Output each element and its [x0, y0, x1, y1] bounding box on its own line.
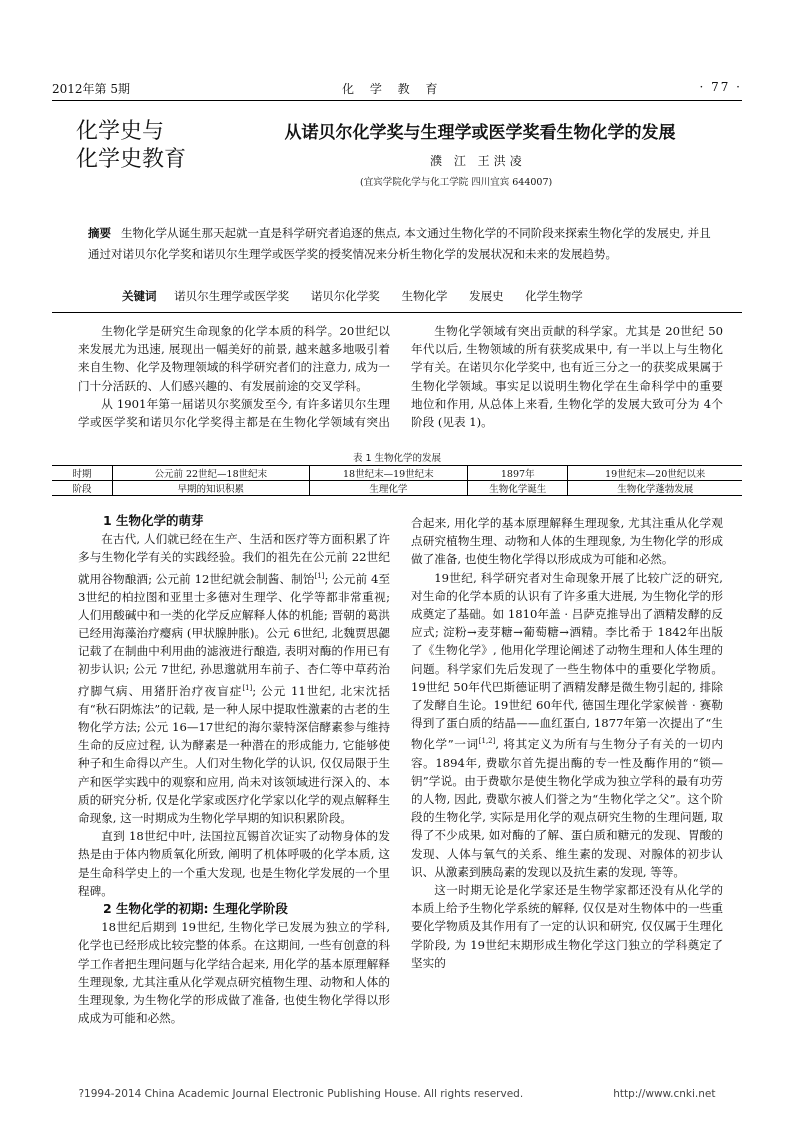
- table-cell: 18世纪末—19世纪末: [309, 466, 468, 481]
- table-row: [52, 481, 742, 496]
- table-cell: 1897年: [468, 466, 568, 481]
- section-1-heading: 1 生物化学的萌芽: [103, 513, 204, 528]
- development-table: [52, 465, 742, 496]
- issue-label: 2012年第 5期: [52, 82, 130, 96]
- table-cell: 早期的知识积累: [113, 481, 310, 496]
- copyright: ?1994-2014 China Academic Journal Electronic Publishing House. All rights reserved.: [78, 1088, 524, 1100]
- affiliation: (宜宾学院化学与化工学院 四川宜宾 644007): [360, 177, 553, 188]
- section-2-heading: 2 生物化学的初期: 生理化学阶段: [103, 900, 288, 916]
- section-1-paragraph-2: 直到 18世纪中叶, 法国拉瓦锡首次证实了动物身体的发热是由于体内物质氧化所致, 阐明了机体呼吸的化学本质, 这是生命科学史上的一个重大发现, 也是生物化学发展的一个里程碑。: [78, 829, 390, 898]
- table-cell: 19世纪末—20世纪以来: [568, 466, 742, 481]
- journal-name: 化 学 教 育: [342, 82, 444, 96]
- table-cell: 生物化学蓬勃发展: [568, 481, 742, 496]
- intro-paragraph-1: 生物化学是研究生命现象的化学本质的科学。20世纪以来发展尤为迅速, 展现出一幅美好的前景, 越来越多地吸引着来自生物、化学及物理领域的科学研究者们的注意力, 成为一门十分活跃的、人们感兴趣的、有发展前途的交叉学科。: [78, 324, 390, 393]
- keyword: 诺贝尔生理学或医学奖: [174, 289, 290, 303]
- abstract-label: 摘要: [88, 226, 111, 240]
- section-1-paragraph-1: 在古代, 人们就已经在生产、生活和医疗等方面积累了许多与生物化学有关的实践经验。我们的祖先在公元前 22世纪就用谷物酿酒; 公元前 12世纪就会制酱、制饴[1]; 公元前 4至 3世纪的柏拉图和亚里士多德对生理学、化学等都非常重视; 人们用酸碱中和一类的化学反应解释人体的机能; 晋朝的葛洪已经用海藻治疗瘿病 (甲状腺肿胀)。公元 6世纪, 北魏贾思勰记载了在制曲中利用曲的滤液进行酿造, 表明对酶的作用已有初步认识; 公元 7世纪, 孙思邈就用车前子、杏仁等中草药治疗脚气病、用猪肝治疗夜盲症[1]; 公元 11世纪, 北宋沈括有“秋石阴炼法”的记载, 是一种人尿中提取性激素的古老的生物化学方法; 公元 16—17世纪的海尔蒙特深信酵素参与维持生命的反应过程, 认为酵素是一种潜在的形成能力, 它能够使种子和生命得以产生。人们对生物化学的认识, 仅仅局限于生产和医学实践中的观察和应用, 尚未对该领域进行深入的、本质的研究分析, 仅是化学家或医疗化学家以化学的观点解释生命现象, 这一时期成为生物化学早期的知识积累阶段。: [78, 532, 390, 825]
- keyword: 生物化学: [401, 289, 448, 303]
- section-2-paragraph-3: 这一时期无论是化学家还是生物学家都还没有从化学的本质上给予生物化学系统的解释, 仅仅是对生物体中的一些重要化学物质及其作用有了一定的认识和研究, 仅仅属于生理化学阶段, 为 19世纪末期形成生物化学这门独立的学科奠定了坚实的: [411, 882, 723, 970]
- abstract-text: 生物化学从诞生那天起就一直是科学研究者追逐的焦点, 本文通过生物化学的不同阶段来探索生物化学的发展史, 并且通过对诺贝尔化学奖和诺贝尔生理学或医学奖的授奖情况来分析生物化学的发展状况和未来的发展趋势。: [88, 226, 711, 261]
- article-title: 从诺贝尔化学奖与生理学或医学奖看生物化学的发展: [284, 123, 676, 143]
- table-cell: 时期: [52, 466, 113, 481]
- keywords: [122, 288, 601, 304]
- table-cell: 生物化学诞生: [468, 481, 568, 496]
- keywords-label: 关键词: [122, 289, 157, 303]
- intro-paragraph-2-cont: 生物化学领域有突出贡献的科学家。尤其是 20世纪 50年代以后, 生物领域的所有获奖成果中, 有一半以上与生物化学有关。在诺贝尔化学奖中, 也有近三分之一的获奖成果属于生物化学领域。事实足以说明生物化学在生命科学中的重要地位和作用, 从总体上来看, 生物化学的发展大致可分为 4个阶段 (见表 1)。: [411, 324, 723, 430]
- table-cell: 阶段: [52, 481, 113, 496]
- abstract-rule: [52, 312, 742, 313]
- intro-paragraph-2: 从 1901年第一届诺贝尔奖颁发至今, 有许多诺贝尔生理学或医学奖和诺贝尔化学奖得主都是在生物化学领域有突出: [78, 396, 390, 430]
- table-cell: 生理化学: [309, 481, 468, 496]
- table-caption: 表 1 生物化学的发展: [352, 453, 442, 464]
- abstract: [88, 223, 722, 265]
- table-cell: 公元前 22世纪—18世纪末: [113, 466, 310, 481]
- footer-url[interactable]: http://www.cnki.net: [613, 1088, 716, 1100]
- column-title-line-1: 化学史与: [76, 119, 165, 144]
- body-right: [411, 514, 723, 1069]
- intro-left: [78, 322, 390, 431]
- table-row: [52, 466, 742, 481]
- column-title: [76, 118, 186, 174]
- section-2-paragraph-1-cont: 合起来, 用化学的基本原理解释生理现象, 尤其注重从化学观点研究植物生理、动物和人体的生理现象, 为生物化学的形成做了准备, 也使生物化学得以形成成为可能和必然。: [411, 516, 723, 567]
- authors: 濮 江 王洪凌: [430, 154, 526, 168]
- keyword: 发展史: [469, 289, 504, 303]
- column-title-line-2: 化学史教育: [76, 147, 187, 172]
- intro-right: [411, 322, 723, 450]
- section-2-paragraph-2: 19世纪, 科学研究者对生命现象开展了比较广泛的研究, 对生命的化学本质的认识有了许多重大进展, 为生物化学的形成奠定了基础。如 1810年盖 · 吕萨克推导出了酒精发酵的反应式; 淀粉→麦芽糖→葡萄糖→酒精。李比希于 1842年出版了《生物化学》, 他用化学理论阐述了动物生理和人体生理的问题。科学家们先后发现了一些生物体中的重要化学物质。19世纪 50年代巴斯德证明了酒精发酵是微生物引起的, 排除了发酵自生论。19世纪 60年代, 德国生理化学家候普 · 赛勒得到了蛋白质的结晶——血红蛋白, 1877年第一次提出了“生物化学”一词[1,2], 将其定义为所有与生物分子有关的一切内容。1894年, 费歇尔首先提出酶的专一性及酶作用的“锁—钥”学说。由于费歇尔是使生物化学成为独立学科的最有功劳的人物, 因此, 费歇尔被人们誉之为“生物化学之父”。这个阶段的生物化学, 实际是用化学的观点研究生物的生理问题, 取得了不少成果, 如对酶的了解、蛋白质和糖元的发现、胃酸的发现、人体与氧气的关系、维生素的发现、对腺体的初步认识、从激素到胰岛素的发现以及抗生素的发现, 等等。: [411, 570, 723, 879]
- page-number: · 77 ·: [699, 80, 742, 94]
- section-2-paragraph-1: 18世纪后期到 19世纪, 生物化学已发展为独立的学科, 化学也已经形成比较完整的体系。在这期间, 一些有创意的科学工作者把生理问题与化学结合起来, 用化学的基本原理解释生理现象, 尤其注重从化学观点研究植物生理、动物和人体的生理现象, 为生物化学的形成做了准备, 也使生物化学得以形成成为可能和必然。: [78, 920, 390, 1026]
- keyword: 化学生物学: [525, 289, 583, 303]
- keyword: 诺贝尔化学奖: [310, 289, 380, 303]
- header-rule: [52, 100, 742, 101]
- body-left: [78, 512, 390, 1067]
- footer: [0, 1088, 794, 1100]
